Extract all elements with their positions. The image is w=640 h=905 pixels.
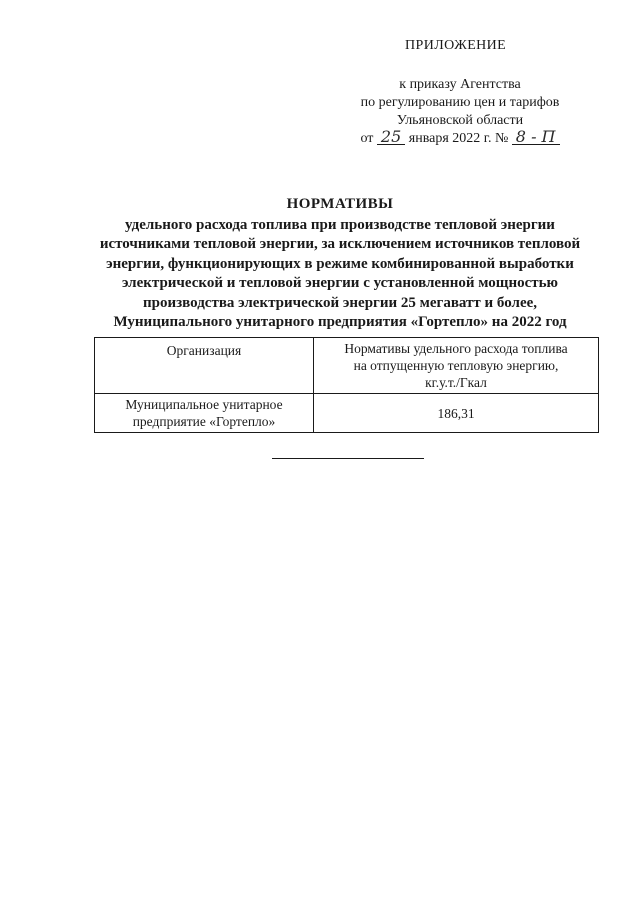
table-header-row (95, 338, 599, 394)
heading-line-6: Муниципального унитарного предприятия «Гортепло» на 2022 год (113, 314, 567, 330)
appendix-line-2: по регулированию цен и тарифов (360, 95, 560, 110)
header-norms-line-1: Нормативы удельного расхода топлива (344, 341, 568, 356)
org-name-line-2: предприятие «Гортепло» (132, 414, 276, 429)
appendix-line-3: Ульяновской области (396, 113, 524, 128)
heading-title: НОРМАТИВЫ (286, 196, 394, 212)
order-day-handwritten: 25 (377, 130, 405, 145)
header-norms-line-2: на отпущенную тепловую энергию, (353, 358, 559, 373)
cell-organization (95, 394, 314, 433)
appendix-line-1: к приказу Агентства (399, 77, 521, 92)
heading-line-4: электрической и тепловой энергии с установленной мощностью (121, 275, 559, 291)
header-organization: Организация (95, 338, 314, 394)
heading-line-3: энергии, функционирующих в режиме комбинированной выработки (106, 255, 574, 272)
appendix-block (330, 76, 590, 148)
norms-table (94, 337, 599, 433)
header-norms (314, 338, 599, 394)
order-number-handwritten: 8 - П (512, 130, 560, 145)
heading-line-1: удельного расхода топлива при производстве тепловой энергии (125, 216, 555, 233)
header-norms-line-3: кг.у.т./Гкал (425, 375, 487, 390)
org-name-line-1: Муниципальное унитарное (125, 397, 283, 412)
order-prefix: от (360, 131, 374, 146)
heading-line-2: источниками тепловой энергии, за исключением источников тепловой (99, 236, 581, 252)
table-row (95, 394, 599, 433)
appendix-title: ПРИЛОЖЕНИЕ (405, 38, 507, 53)
document-heading (90, 195, 590, 333)
cell-norm-value: 186,31 (314, 394, 599, 433)
closing-rule (272, 458, 424, 459)
order-reference (330, 127, 590, 148)
order-date-text: января 2022 г. № (408, 131, 509, 146)
heading-line-5: производства электрической энергии 25 мегаватт и более, (142, 294, 538, 311)
